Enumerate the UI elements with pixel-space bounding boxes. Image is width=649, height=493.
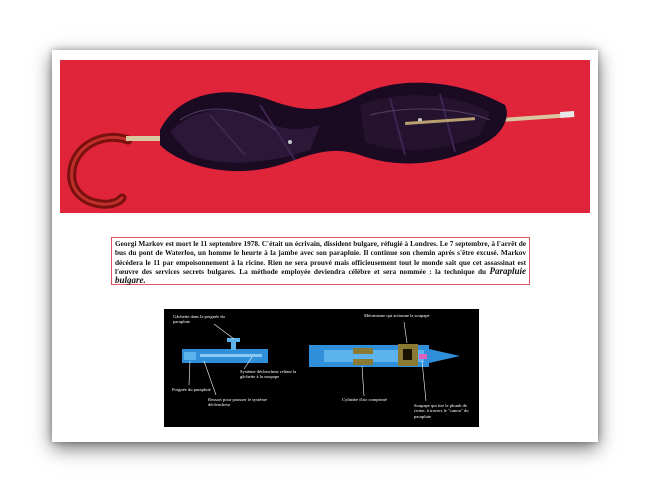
label-mechanism: Mécanisme qui actionne la soupape <box>364 313 430 318</box>
caption-emphasis: Parapluie bulgare. <box>115 265 526 286</box>
umbrella-photo <box>60 60 590 213</box>
umbrella-mechanism-diagram <box>164 309 479 427</box>
umbrella-illustration <box>60 60 590 213</box>
label-trigger: Gâchette dans la poignée du parapluie <box>173 314 225 325</box>
label-valve: Soupape qui tire le plomb de ricine, à travers le "canon" du parapluie <box>414 403 469 419</box>
document-page <box>52 50 598 442</box>
label-spring: Ressort pour pousser le système déclencheur <box>208 397 267 408</box>
caption-text-box <box>111 237 530 285</box>
caption-body: Georgi Markov est mort le 11 septembre 1978. C'était un écrivain, dissident bulgare, réfugié à Londres. Le 7 septembre, à l'arrêt de bus du pont de Waterloo, un homme le heurte à la jambe avec son parapluie. Il continue son chemin après s'être excusé. Markov décédera le 11 par empoisonnement à la ricine. Rien ne sera prouvé mais officieusement tout le monde sait que cet assassinat est l'œuvre des services secrets bulgares. La méthode employée deviendra célèbre et sera nommée : la technique du <box>115 239 526 276</box>
label-linkage: Système déclencheur reliant la gâchette à la soupape <box>240 369 297 380</box>
label-cylinder: Cylindre d'air comprimé <box>342 397 387 402</box>
label-handle: Poignée du parapluie <box>172 387 211 392</box>
